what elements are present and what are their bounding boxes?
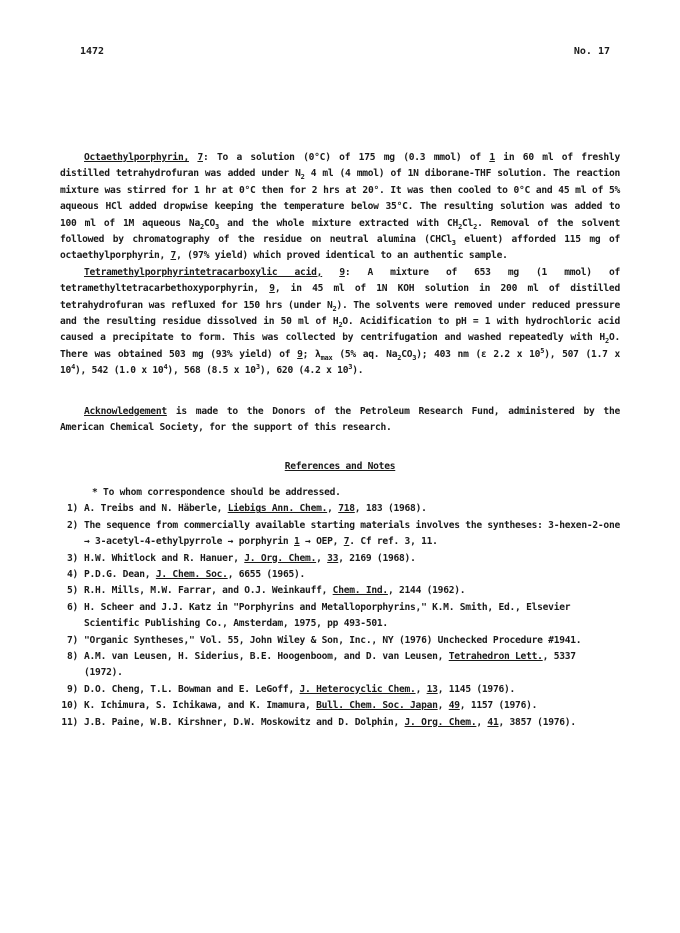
acknowledgement-text: is made to the Donors of the Petroleum Research Fund, administered by the American Chemical Society, for the support of this research.	[60, 405, 620, 434]
reference-text: ,	[542, 650, 554, 662]
text: ), 507 (1.7 x 10	[60, 348, 620, 377]
reference-text: ,	[327, 503, 339, 515]
reference-number: 6)	[66, 601, 78, 613]
compound-number: 9	[339, 266, 345, 278]
paragraph-octaethylporphyrin	[60, 150, 620, 265]
reference-item	[60, 551, 620, 567]
text: , in 45 ml of 1N KOH solution in 200 ml of distilled tetrahydrofuran was refluxed for 150 hrs (under N	[60, 283, 620, 311]
journal-number: No. 17	[573, 46, 610, 57]
reference-text: 2144 (1962).	[399, 585, 466, 597]
reference-text: ,	[437, 700, 449, 712]
text: . Removal of the solvent followed by chromatography of the residue on neutral alumina (CHCl	[60, 217, 620, 246]
reference-text: 6655 (1965).	[238, 568, 306, 580]
subscript: 3	[412, 353, 417, 362]
reference-text: → OEP,	[299, 536, 344, 548]
text: ).	[352, 365, 364, 377]
text: ), 620 (4.2 x 10	[259, 365, 349, 377]
subscript: 3	[451, 238, 456, 247]
reference-item	[60, 649, 620, 682]
reference-number: 2)	[66, 519, 78, 531]
references-heading: References and Notes	[284, 460, 396, 472]
reference-text: , 1157 (1976).	[459, 700, 538, 712]
subscript: 3	[215, 222, 219, 231]
reference-text: R.H. Mills, M.W. Farrar, and O.J. Weinkauff,	[84, 585, 333, 597]
superscript: 5	[540, 346, 545, 355]
reference-text: A.M. van Leusen, H. Siderius, B.E. Hoogenboom, and D. van Leusen,	[84, 650, 449, 662]
reference-text: K. Ichimura, S. Ichikawa, and K. Imamura,	[84, 700, 317, 712]
subscript: 2	[199, 222, 204, 231]
volume-number: 7	[343, 536, 350, 548]
reference-text: ,	[227, 568, 239, 580]
superscript: 4	[71, 363, 76, 372]
paragraph-tetracarboxylic-acid	[60, 265, 620, 380]
correspondence-note: * To whom correspondence should be addressed.	[92, 486, 341, 498]
reference-text: J.B. Paine, W.B. Kirshner, D.W. Moskowitz and D. Dolphin,	[84, 716, 405, 728]
subscript: 2	[458, 222, 463, 231]
reference-number: 11)	[61, 716, 78, 728]
reference-item	[60, 501, 620, 517]
text: ); 403 nm (ε 2.2 x 10	[416, 348, 541, 360]
journal-name: J. Org. Chem.	[404, 716, 477, 728]
reference-number: 8)	[66, 650, 78, 662]
journal-name: Liebigs Ann. Chem.	[227, 503, 328, 515]
text: O. There was obtained 503 mg (93% yield) of	[60, 332, 620, 360]
reference-text: , 3857 (1976).	[498, 716, 576, 728]
text: O. Acidification to pH = 1 with hydrochloric acid caused a precipitate to form. This was collected by centrifugation and washed repeatedly with H	[60, 316, 620, 344]
journal-name: 1	[294, 536, 300, 548]
reference-text: P.D.G. Dean,	[84, 568, 156, 580]
reference-text: , 183 (1968).	[354, 503, 427, 515]
reference-text: A. Treibs and N. Häberle,	[84, 503, 228, 515]
compound-title: Octaethylporphyrin,	[84, 152, 189, 163]
reference-text: The sequence from commercially available starting materials involves the syntheses: 3-hexen-2-one → 3-acetyl-4-ethylpyrrole → porphyrin	[84, 519, 621, 548]
acknowledgement-title: Acknowledgement	[84, 405, 167, 417]
reference-number: 10)	[61, 700, 78, 712]
journal-name: J. Chem. Soc.	[155, 568, 228, 580]
journal-name: Chem. Ind.	[332, 585, 388, 597]
reference-text: H.W. Whitlock and R. Hanuer,	[84, 552, 245, 564]
volume-number: 13	[426, 683, 438, 695]
compound-ref: 9	[297, 348, 303, 360]
text: ). The solvents were removed under reduced pressure and the resulting residue dissolved in 50 ml of H	[60, 299, 620, 328]
text: in 60 ml of freshly distilled tetrahydrofuran was added under N	[60, 152, 620, 180]
reference-item	[60, 698, 620, 714]
reference-number: 3)	[66, 552, 78, 564]
compound-title: Tetramethylporphyrintetracarboxylic acid,	[84, 266, 323, 278]
reference-item	[60, 633, 620, 649]
text: , (97% yield) which proved identical to an authentic sample.	[176, 250, 508, 262]
reference-text: D.O. Cheng, T.L. Bowman and E. LeGoff,	[84, 683, 300, 695]
reference-number: 7)	[66, 634, 78, 646]
subscript: 2	[332, 304, 337, 313]
reference-text: H. Scheer and J.J. Katz in "Porphyrins and Metalloporphyrins," K.M. Smith, Ed., Elsevier Scientific Publishing Co., Amsterdam, 1975, pp 493-501.	[84, 601, 571, 630]
reference-text: ,	[387, 585, 399, 597]
compound-ref: 9	[269, 283, 275, 295]
acknowledgement	[60, 404, 620, 437]
reference-text: , 2169 (1968).	[338, 552, 416, 564]
reference-number: 5)	[66, 585, 78, 597]
superscript: 3	[348, 363, 353, 372]
subscript: 2	[300, 173, 305, 182]
journal-name: J. Org. Chem.	[244, 552, 317, 564]
journal-name: J. Heterocyclic Chem.	[299, 683, 416, 695]
reference-number: 4)	[66, 568, 78, 580]
volume-number: 41	[487, 716, 499, 728]
reference-text: 5337 (1972).	[84, 650, 576, 679]
text: CO	[203, 217, 216, 229]
volume-number: 49	[448, 700, 460, 712]
text: 4 ml (4 mmol) of 1N diborane-THF solution. The reaction mixture was stirred for 1 hr at 0°C then for 2 hrs at 20°. It was then cooled to 0°C and 45 ml of 5% aqueous HCl added dropwise keeping the temperature below 35°C. The resulting solution was added to 100 ml of 1M aqueous Na	[60, 168, 620, 229]
reference-text: ,	[415, 683, 427, 695]
reference-item	[60, 518, 620, 551]
reference-item	[60, 567, 620, 583]
text: ), 568 (8.5 x 10	[167, 365, 256, 377]
journal-name: Tetrahedron Lett.	[448, 650, 543, 662]
text: : A mixture of 653 mg (1 mmol) of tetramethyltetracarbethoxyporphyrin,	[60, 266, 620, 295]
compound-number: 7	[197, 152, 203, 163]
superscript: 4	[163, 363, 168, 372]
superscript: 3	[255, 363, 260, 372]
page-number: 1472	[80, 46, 105, 57]
reference-text: ,	[316, 552, 328, 564]
reference-number: 1)	[66, 503, 78, 515]
subscript: 2	[338, 320, 343, 329]
references-list	[60, 501, 620, 731]
reference-text: ,	[476, 716, 488, 728]
volume-number: 718	[338, 503, 355, 515]
text: and the whole mixture extracted with CH	[218, 217, 459, 229]
compound-ref: 1	[489, 152, 495, 163]
reference-item	[60, 600, 620, 633]
reference-item	[60, 682, 620, 698]
reference-text: . Cf ref. 3, 11.	[349, 536, 438, 548]
text: ), 542 (1.0 x 10	[75, 365, 164, 377]
reference-number: 9)	[66, 683, 78, 695]
compound-ref: 7	[170, 250, 177, 262]
subscript: max	[320, 353, 333, 362]
article-body	[60, 150, 620, 731]
reference-text: , 1145 (1976).	[437, 683, 516, 695]
text: : To a solution (0°C) of 175 mg (0.3 mmol) of	[202, 152, 490, 163]
reference-text: "Organic Syntheses," Vol. 55, John Wiley & Son, Inc., NY (1976) Unchecked Procedure #1941.	[84, 634, 582, 646]
reference-item	[60, 583, 620, 599]
subscript: 2	[397, 353, 402, 362]
reference-item	[60, 715, 620, 731]
subscript: 2	[473, 222, 478, 231]
text: ; λ	[302, 348, 321, 360]
subscript: 2	[604, 337, 609, 346]
volume-number: 33	[327, 552, 339, 564]
text: eluent) afforded 115 mg of octaethylporphyrin,	[60, 234, 621, 262]
text: (5% aq. Na	[332, 348, 398, 360]
journal-name: Bull. Chem. Soc. Japan	[316, 700, 438, 712]
text: Cl	[462, 217, 474, 229]
text: CO	[401, 348, 413, 360]
